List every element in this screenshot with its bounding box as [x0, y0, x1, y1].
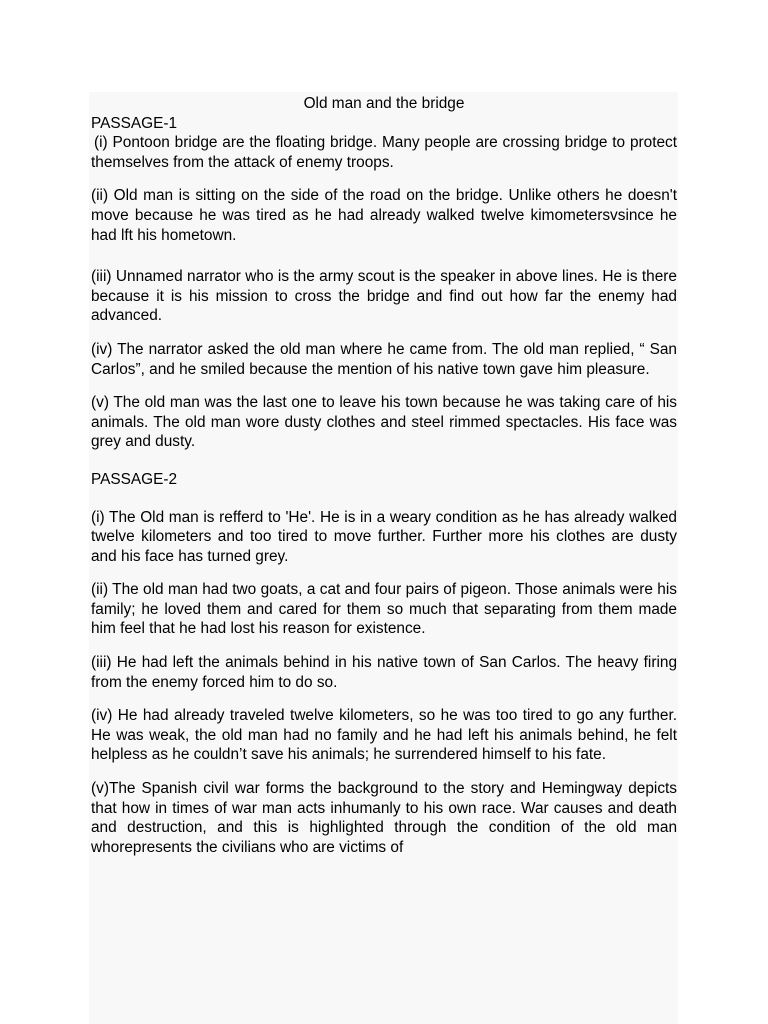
passage-1-answer-5: (v) The old man was the last one to leave his town because he was taking care of his animals. The old man wore dusty clothes and steel rimmed spectacles. His face was grey and dusty.: [91, 394, 677, 451]
passage-2-answer-1: (i) The Old man is refferd to 'He'. He is in a weary condition as he has already walked twelve kilometers and too tired to move further. Further more his clothes are dusty and his face has turned grey.: [91, 508, 677, 565]
passage-1-answer-1: (i) Pontoon bridge are the floating bridge. Many people are crossing bridge to protect themselves from the attack of enemy troops.: [91, 134, 677, 171]
passage-1-answer-4: (iv) The narrator asked the old man where he came from. The old man replied, “ San Carlos”, and he smiled because the mention of his native town gave him pleasure.: [91, 340, 677, 378]
passage-2-answer-2: (ii) The old man had two goats, a cat and four pairs of pigeon. Those animals were his family; he loved them and cared for them so much that separating from them made him feel that he had lost his reason for existence.: [91, 581, 677, 638]
passage-1-heading: PASSAGE-1: [91, 114, 178, 132]
document-title: Old man and the bridge: [303, 95, 465, 112]
passage-1-answer-3: (iii) Unnamed narrator who is the army scout is the speaker in above lines. He is there because it is his mission to cross the bridge and find out how far the enemy had advanced.: [91, 268, 677, 325]
passage-2-answer-4: (iv) He had already traveled twelve kilometers, so he was too tired to go any further. He was weak, the old man had no family and he had left his animals behind, he felt helpless as he couldn’t save his animals; he surrendered himself to his fate.: [91, 707, 677, 764]
passage-2-heading: PASSAGE-2: [91, 470, 178, 488]
document-content: [91, 94, 677, 857]
passage-1-answer-2: (ii) Old man is sitting on the side of the road on the bridge. Unlike others he doesn't move because he was tired as he had already walked twelve kimometersvsince he had lft his hometown.: [91, 187, 677, 244]
passage-2-answer-3: (iii) He had left the animals behind in his native town of San Carlos. The heavy firing from the enemy forced him to do so.: [91, 654, 677, 691]
passage-2-answer-5: (v)The Spanish civil war forms the background to the story and Hemingway depicts that how in times of war man acts inhumanly to his own race. War causes and death and destruction, and this is highlighted through the condition of the old man whorepresents the civilians who are victims of: [91, 780, 677, 856]
